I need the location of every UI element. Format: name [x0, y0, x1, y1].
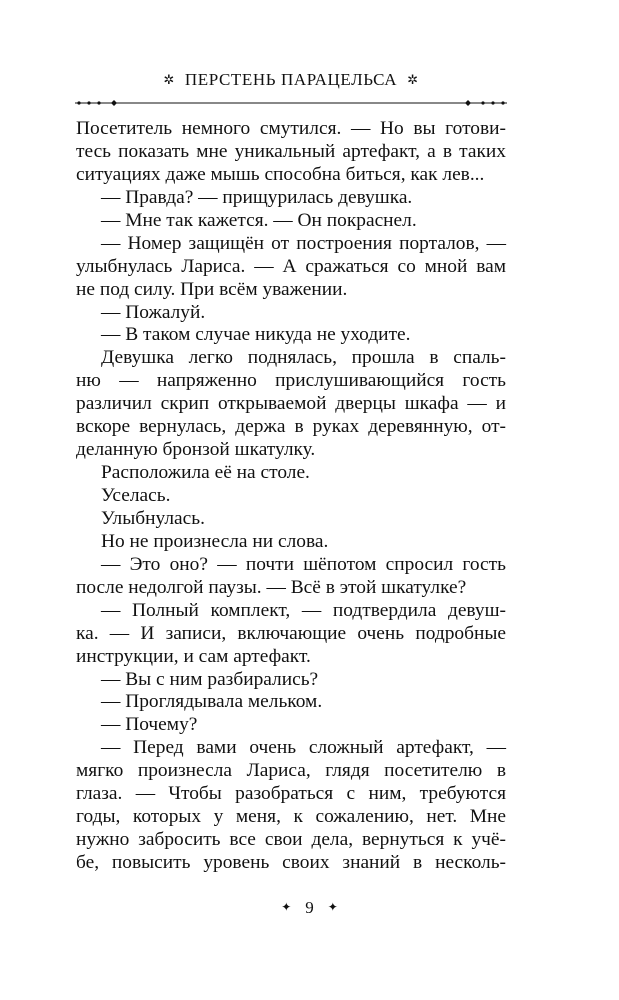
rule-dot: [501, 101, 504, 104]
rule-dot: [491, 101, 494, 104]
rule-diamond: [465, 100, 471, 106]
text-line: — Проглядывала мельком.: [101, 691, 323, 713]
text-line: Но не произнесла ни слова.: [101, 530, 329, 552]
text-line: ситуациях даже мышь способна биться, как лев...: [76, 163, 485, 185]
text-line: бе, повысить уровень своих знаний в несколь-: [76, 852, 506, 873]
text-line: — Полный комплект, — подтвердила девуш-: [101, 599, 506, 621]
text-line: вскоре вернулась, держа в руках деревянную, от-: [76, 416, 506, 438]
book-title: ПЕРСТЕНЬ ПАРАЦЕЛЬСА: [184, 70, 398, 89]
star-ornament-icon: ✦: [281, 900, 292, 914]
rule-dot: [481, 101, 484, 104]
text-line: ню — напряженно прислушивающийся гость: [76, 370, 506, 392]
text-line: — Правда? — прищурилась девушка.: [101, 186, 413, 208]
rule-diamond: [111, 100, 117, 106]
text-line: Расположила её на столе.: [101, 462, 310, 484]
rule-dot: [87, 101, 90, 104]
text-line: различил скрип открываемой дверцы шкафа — и: [76, 393, 506, 415]
text-line: нужно забросить все свои дела, вернуться к учё-: [76, 829, 506, 851]
text-line: — Вы с ним разбирались?: [101, 668, 319, 690]
page-number: 9: [305, 898, 314, 917]
text-line: годы, которых у меня, к сожалению, нет. Мне: [76, 806, 506, 828]
text-line: Уселась.: [101, 485, 171, 506]
rule-dot: [97, 101, 100, 104]
text-line: Посетитель немного смутился. — Но вы готови-: [76, 118, 506, 139]
text-line: тесь показать мне уникальный артефакт, а в таких: [76, 140, 506, 162]
star-ornament-icon: ✦: [327, 900, 338, 914]
text-line: — В таком случае никуда не уходите.: [101, 324, 411, 346]
text-line: — Это оно? — почти шёпотом спросил гость: [101, 553, 506, 575]
text-line: инструкции, и сам артефакт.: [76, 645, 311, 667]
text-line: улыбнулась Лариса. — А сражаться со мной вам: [76, 255, 506, 277]
text-line: — Номер защищён от построения порталов, —: [101, 232, 506, 254]
flower-ornament-icon: ✲: [407, 72, 419, 87]
rule-dot: [77, 101, 80, 104]
running-header: [75, 64, 507, 104]
text-line: — Почему?: [101, 714, 198, 736]
text-line: мягко произнесла Лариса, глядя посетителю в: [76, 760, 506, 782]
text-line: Улыбнулась.: [101, 507, 205, 529]
text-line: деланную бронзой шкатулку.: [76, 439, 316, 461]
page-footer: [0, 898, 619, 918]
header-decorative-rule: [75, 98, 507, 108]
page-body-text: [76, 118, 506, 875]
text-line: — Пожалуй.: [101, 301, 206, 323]
text-line: ка. — И записи, включающие очень подробные: [76, 622, 506, 644]
header-title-row: [75, 70, 507, 90]
text-line: глаза. — Чтобы разобраться с ним, требуются: [76, 783, 506, 805]
text-line: после недолгой паузы. — Всё в этой шкатулке?: [76, 576, 467, 598]
text-line: — Мне так кажется. — Он покраснел.: [101, 209, 417, 231]
text-line: — Перед вами очень сложный артефакт, —: [101, 737, 506, 759]
flower-ornament-icon: ✲: [163, 72, 175, 87]
text-line: не под силу. При всём уважении.: [76, 278, 348, 300]
text-line: Девушка легко поднялась, прошла в спаль-: [101, 347, 506, 369]
